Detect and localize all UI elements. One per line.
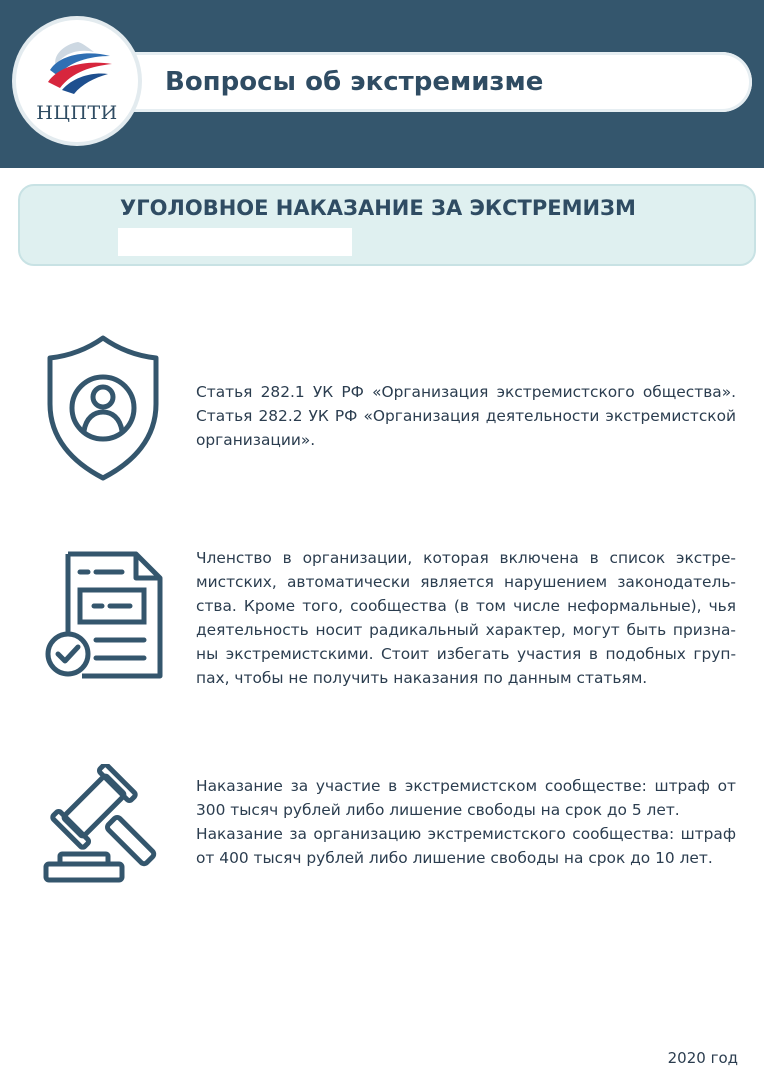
logo [16,20,138,142]
penalty-paragraph [196,774,736,870]
page-title: Вопросы об экстремизме [165,67,544,97]
paragraph-line: ства. Кроме того, сообщества (в том числе неформальные), чья [196,597,736,615]
gavel-icon [42,764,170,890]
section-title: УГОЛОВНОЕ НАКАЗАНИЕ ЗА ЭКСТРЕМИЗМ [120,196,636,220]
paragraph-line: мистских, автоматически является нарушением законодатель- [196,573,736,591]
paragraph-line: Статья 282.2 УК РФ «Организация деятельности экстремистской [196,407,736,425]
paragraph-line: 300 тысяч рублей либо лишение свободы на срок до 5 лет. [196,801,680,819]
footer-year: 2020 год [667,1049,738,1067]
shield-user-icon [46,334,160,486]
section-underline-bar [118,228,352,256]
paragraph-line: деятельность носит радикальный характер, могут быть призна- [196,621,736,639]
logo-text: НЦПТИ [36,102,118,124]
article-list [196,380,736,452]
document-check-icon [44,550,164,686]
paragraph-line: Наказание за участие в экстремистском сообществе: штраф от [196,777,736,795]
logo-swoosh-icon [38,36,116,102]
paragraph-line: Наказание за организацию экстремистского сообщества: штраф [196,825,736,843]
paragraph-line: от 400 тысяч рублей либо лишение свободы на срок до 10 лет. [196,849,713,867]
paragraph-line: ны экстремистскими. Стоит избегать участия в подобных груп- [196,645,736,663]
paragraph-line: Членство в организации, которая включена в список экстре- [196,549,736,567]
paragraph-line: Статья 282.1 УК РФ «Организация экстремистского общества». [196,383,736,401]
membership-paragraph [196,546,736,690]
paragraph-line: пах, чтобы не получить наказания по данным статьям. [196,669,648,687]
paragraph-line: организации». [196,431,316,449]
